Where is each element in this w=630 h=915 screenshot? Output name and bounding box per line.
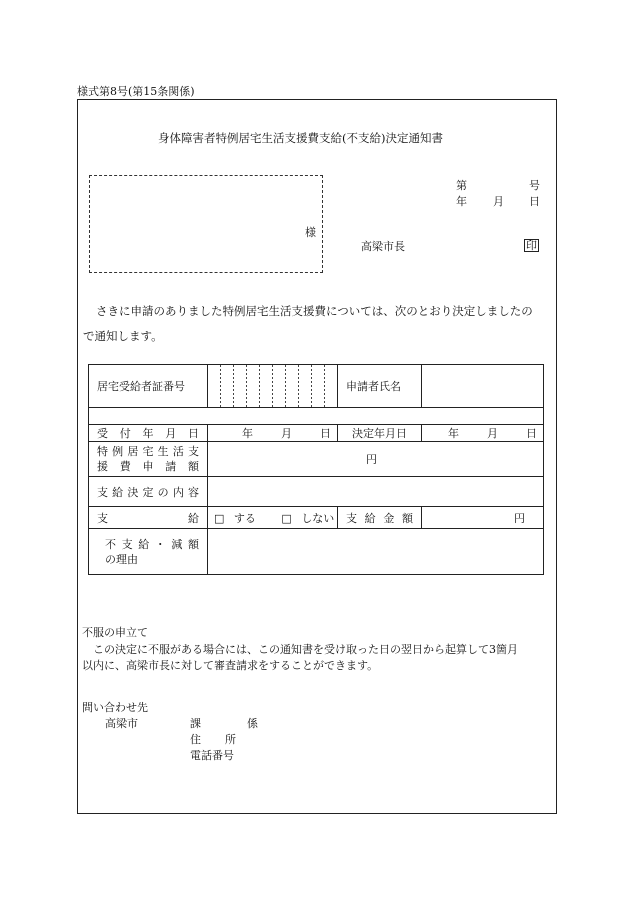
- issuer-name: 高梁市長: [361, 240, 405, 253]
- table-row: [89, 425, 544, 442]
- amount-label: [89, 442, 208, 477]
- tsuki-label: 月: [281, 427, 292, 440]
- received-date-label: 受付年月日: [89, 425, 208, 442]
- payment-amount-field: [422, 507, 544, 529]
- table-row: [89, 442, 544, 477]
- sama-label: 様: [305, 226, 316, 239]
- option-no-label: しない: [301, 511, 335, 525]
- intro-paragraph-line1: さきに申請のありました特例居宅生活支援費については、次のとおり決定しましたの: [96, 304, 533, 318]
- form-number: 様式第8号(第15条関係): [77, 85, 195, 98]
- decision-content-label: 支給決定の内容: [89, 477, 208, 507]
- reason-label-line2: の理由: [105, 552, 138, 566]
- number-go: 号: [529, 179, 540, 192]
- table-row: [89, 365, 544, 408]
- contact-city: 高梁市: [105, 717, 138, 730]
- appeal-line2: 以内に、高梁市長に対して審査請求をすることができます。: [82, 659, 379, 672]
- amount-label-line2: 援費申請額: [97, 460, 199, 473]
- recipient-address-box: [89, 175, 323, 273]
- contact-phone: 電話番号: [190, 749, 234, 762]
- table-row: [89, 408, 544, 425]
- recipient-number-field: [208, 365, 338, 408]
- contact-kakari: 係: [247, 717, 258, 730]
- decision-table: [88, 364, 544, 575]
- decision-content-field: [208, 477, 544, 507]
- hi-label: 日: [320, 427, 331, 440]
- digit-grid: [208, 365, 330, 407]
- date-nen: 年: [456, 195, 467, 208]
- contact-heading: 問い合わせ先: [82, 701, 148, 714]
- payment-options: [208, 507, 338, 529]
- option-yes-label: する: [233, 511, 256, 525]
- number-dai: 第: [456, 179, 467, 192]
- payment-label: 支給: [89, 507, 208, 529]
- amount-field: [208, 442, 544, 477]
- seal-mark: 印: [526, 239, 537, 252]
- hi-label: 日: [526, 427, 537, 440]
- yen-label: 円: [514, 511, 525, 525]
- reason-label-line1: 不支給・減額: [105, 537, 199, 551]
- contact-address-1: 住: [190, 733, 201, 746]
- received-date-field: [208, 425, 338, 442]
- nen-label: 年: [242, 427, 253, 440]
- reason-label: [89, 529, 208, 575]
- yen-label: 円: [366, 453, 377, 466]
- applicant-name-field: [422, 365, 544, 408]
- decision-date-field: [422, 425, 544, 442]
- applicant-name-label: 申請者氏名: [338, 365, 422, 408]
- nen-label: 年: [448, 427, 459, 440]
- date-hi: 日: [529, 195, 540, 208]
- table-row: [89, 507, 544, 529]
- payment-amount-label: 支給金額: [338, 507, 422, 529]
- intro-paragraph-line2: で通知します。: [83, 329, 163, 343]
- tsuki-label: 月: [487, 427, 498, 440]
- appeal-heading: 不服の申立て: [82, 626, 148, 639]
- checkbox-yes[interactable]: □: [214, 511, 225, 525]
- amount-label-line1: 特例居宅生活支: [97, 445, 199, 458]
- appeal-line1: この決定に不服がある場合には、この通知書を受け取った日の翌日から起算して3箇月: [93, 643, 518, 656]
- reason-field: [208, 529, 544, 575]
- date-tsuki: 月: [493, 195, 504, 208]
- digit-grid-lines: [208, 365, 330, 407]
- decision-date-label: 決定年月日: [338, 425, 422, 442]
- table-row: [89, 529, 544, 575]
- spacer-row: [89, 408, 544, 425]
- contact-ka: 課: [190, 717, 201, 730]
- checkbox-no[interactable]: □: [281, 511, 292, 525]
- document-title: 身体障害者特例居宅生活支援費支給(不支給)決定通知書: [158, 131, 443, 145]
- table-row: [89, 477, 544, 507]
- recipient-number-label: 居宅受給者証番号: [89, 365, 208, 408]
- contact-address-2: 所: [225, 733, 236, 746]
